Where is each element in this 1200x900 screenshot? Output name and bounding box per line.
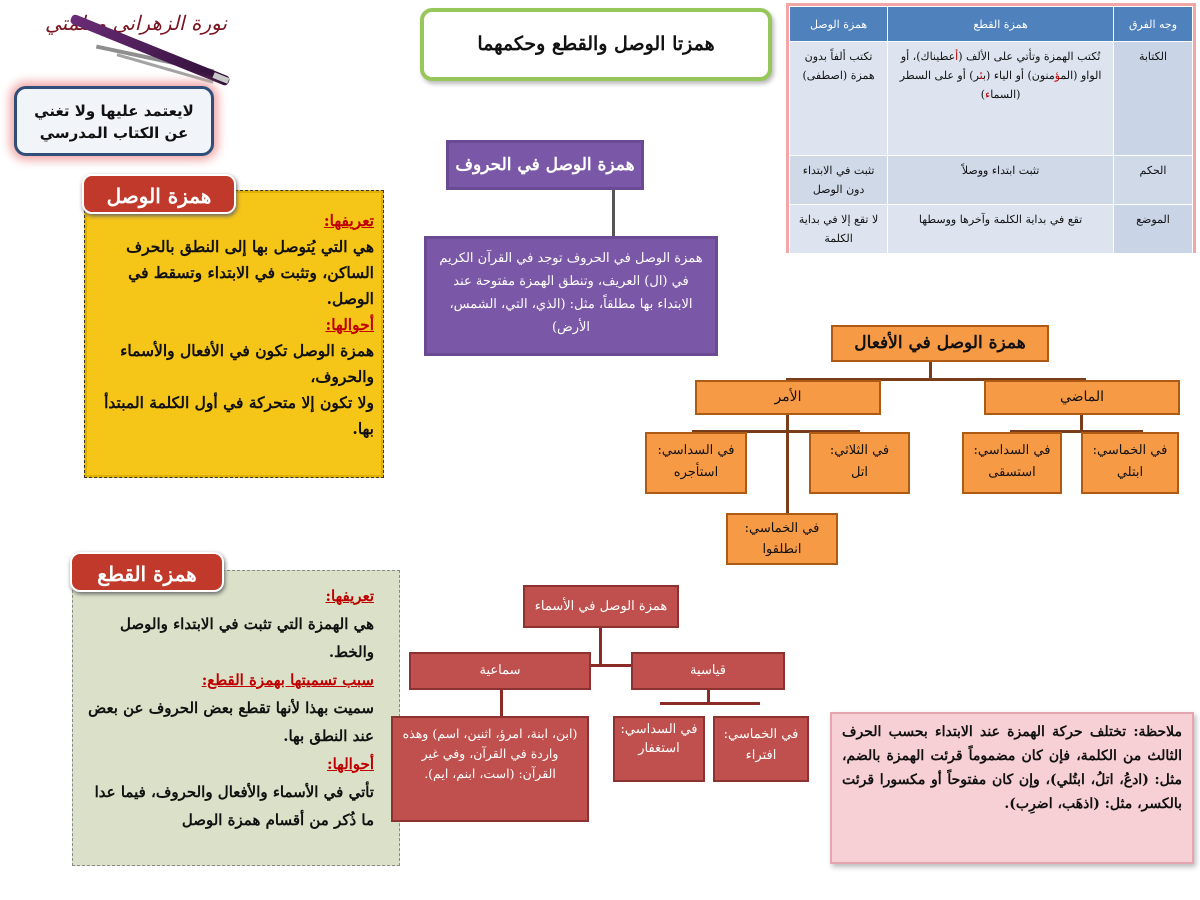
leaf-head: في الخماسي: (744, 521, 820, 536)
logo-text: نورة الزهراني معلمتي (44, 11, 227, 35)
amr-box: الأمر (695, 380, 881, 415)
madi-box: الماضي (984, 380, 1180, 415)
leaf-amr-thulathi (809, 432, 910, 494)
samai-examples-box: (ابن، ابنة، امرؤ، اثنين، اسم) وهذه واردة في القرآن، وفي غير القرآن: (است، ابنم، ايم). (391, 716, 589, 822)
col-header-qata: همزة القطع (888, 7, 1114, 42)
row-label-ruling: الحكم (1114, 156, 1193, 205)
leaf-head: في السداسي: (657, 443, 735, 458)
note-line-2: عن الكتاب المدرسي (39, 124, 189, 142)
leaf-head: في السداسي: (620, 722, 698, 737)
cell-qata-writing: تُكتب الهمزة وتأتي على الألف (أعطيناك)، أو الواو (المؤمنون) أو الياء (بئر) أو على السطر (السماء) (888, 42, 1114, 156)
huruf-title-box: همزة الوصل في الحروف (446, 140, 644, 190)
wasl-cases-text-2: ولا تكون إلا متحركة في أول الكلمة المبتدأ بها. (104, 393, 374, 438)
huruf-text-box: همزة الوصل في الحروف توجد في القرآن الكريم في (ال) العريف، وتنطق الهمزة مفتوحة عند الابتداء بها مطلقاً، مثل: (الذي، التي، الشمس، الأرض) (424, 236, 718, 356)
connector-line (612, 190, 615, 236)
qata-section-tab: همزة القطع (70, 552, 224, 592)
disclaimer-note (14, 86, 214, 156)
col-header-aspect: وجه الفرق (1114, 7, 1193, 42)
leaf-head: في الخماسي: (723, 727, 799, 742)
qata-def-text: هي الهمزة التي تثبت في الابتداء والوصل والخط. (120, 615, 374, 661)
cell-qata-position: تقع في بداية الكلمة وآخرها ووسطها (888, 205, 1114, 254)
wasl-def-heading: تعريفها: (323, 211, 374, 230)
samaiya-box: سماعية (409, 652, 591, 690)
note-line-1: لايعتمد عليها ولا تغني (34, 102, 194, 120)
leaf-madi-khumasi (1081, 432, 1179, 494)
comparison-table-panel (786, 3, 1196, 253)
qiyasiya-box: قياسية (631, 652, 785, 690)
qata-cases-heading: أحوالها: (327, 755, 374, 773)
qata-reason-text: سميت بهذا لأنها تقطع بعض الحروف عن بعض عند النطق بها. (88, 699, 374, 745)
wasl-def-text: هي التي يُتوصل بها إلى النطق بالحرف الساكن، وتثبت في الابتداء وتسقط في الوصل. (126, 237, 374, 308)
leaf-example: استغفار (638, 741, 680, 756)
connector-line (660, 702, 760, 705)
leaf-example: ابتلي (1116, 465, 1144, 480)
connector-line (1080, 415, 1083, 431)
page-title: همزتا الوصل والقطع وحكمهما (420, 8, 772, 81)
wasl-definition-text (98, 208, 374, 473)
qata-def-heading: تعريفها: (325, 587, 374, 605)
wasl-section-tab: همزة الوصل (82, 174, 236, 214)
logo (5, 5, 227, 85)
leaf-head: في الخماسي: (1092, 443, 1168, 458)
leaf-example: اتل (850, 465, 869, 480)
col-header-wasl: همزة الوصل (790, 7, 888, 42)
qata-reason-heading: سبب تسميتها بهمزة القطع: (201, 671, 374, 689)
cell-wasl-writing: تكتب ألفاً بدون همزة (اصطفى) (790, 42, 888, 156)
connector-line (500, 690, 503, 716)
row-label-position: الموضع (1114, 205, 1193, 254)
wasl-cases-heading: أحوالها: (325, 315, 374, 334)
leaf-example: استأجره (673, 465, 719, 480)
leaf-asmaa-khumasi (713, 716, 809, 782)
comparison-table (789, 6, 1193, 254)
row-label-writing: الكتابة (1114, 42, 1193, 156)
leaf-example: انطلقوا (762, 542, 802, 557)
leaf-example: استسقى (988, 465, 1036, 480)
leaf-example: افتراء (745, 748, 777, 763)
wasl-cases-text-1: همزة الوصل تكون في الأفعال والأسماء والحروف، (120, 341, 374, 386)
leaf-amr-khumasi (726, 513, 838, 565)
qata-cases-text: تأتي في الأسماء والأفعال والحروف، فيما عدا ما ذُكر من أقسام همزة الوصل (94, 783, 374, 829)
leaf-head: في السداسي: (973, 443, 1051, 458)
connector-line (599, 628, 602, 666)
cell-wasl-ruling: تثبت في الابتداء دون الوصل (790, 156, 888, 205)
leaf-amr-sudasi (645, 432, 747, 494)
afaal-title-box: همزة الوصل في الأفعال (831, 325, 1049, 362)
leaf-madi-sudasi (962, 432, 1062, 494)
qata-definition-text (84, 582, 374, 862)
leaf-asmaa-sudasi (613, 716, 705, 782)
cell-qata-ruling: تثبت ابتداء ووصلاً (888, 156, 1114, 205)
remark-box: ملاحظة: تختلف حركة الهمزة عند الابتداء بحسب الحرف الثالث من الكلمة، فإن كان مضموماً قرئت الهمزة بالضم، مثل: (ادعُ، اتلُ، ابتُلي)، وإن كان مفتوحاً أو مكسورا قرئت بالكسر، مثل: (اذهَب، اضرِب). (830, 712, 1194, 864)
connector-line (707, 690, 710, 702)
cell-wasl-position: لا تقع إلا في بداية الكلمة (790, 205, 888, 254)
leaf-head: في الثلاثي: (829, 443, 890, 458)
asmaa-title-box: همزة الوصل في الأسماء (523, 585, 679, 628)
